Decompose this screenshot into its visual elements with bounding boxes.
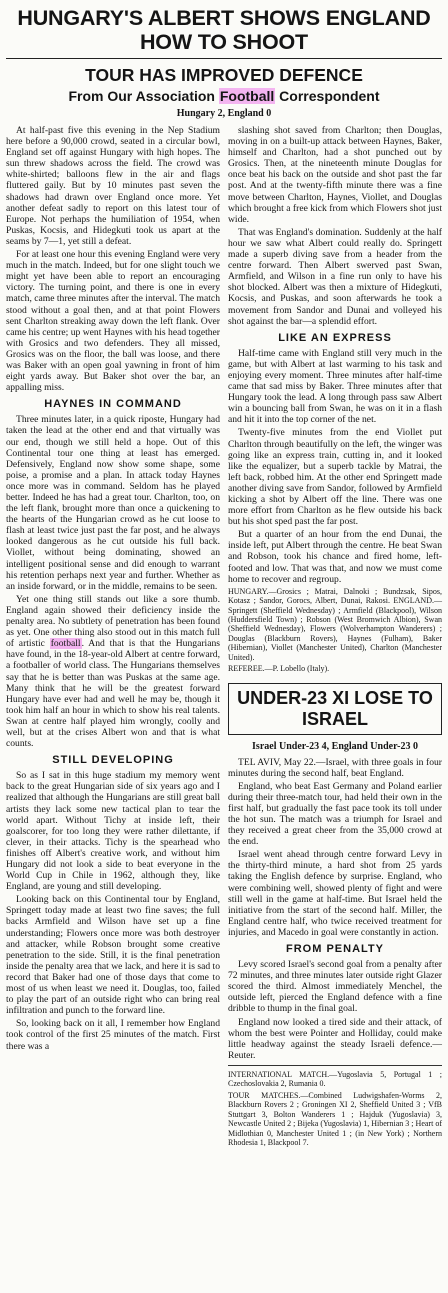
right-column (228, 125, 442, 1150)
paragraph: But a quarter of an hour from the end Dunai, the inside left, put Albert through the centre. He beat Swan and Robson, took his chance and fired home, left-footed and low. That was that, and now we must come home to recover and regroup. (228, 529, 442, 585)
team-lineups: HUNGARY.—Grosics ; Matrai, Dalnoki ; Bundzsak, Sipos, Kotasz ; Sandor, Gorocs, Albert, Dunai, Rakosi. ENGLAND.—Springett (Sheffield Wednesday) ; Armfield (Blackpool), Wilson (Huddersfield Town) ; Robson (West Bromwich Albion), Swan (Sheffield Wednesday), Flowers (Wolverhampton Wanderers) ; Douglas (Blackburn Rovers), Haynes (Fulham), Baker (Hibernian), Viollet (Manchester United), Charlton (Manchester United). (228, 586, 442, 662)
under23-score: Israel Under-23 4, England Under-23 0 (252, 741, 418, 753)
subhead-haynes: HAYNES IN COMMAND (44, 398, 182, 411)
under23-headline: UNDER-23 XI LOSE TO ISRAEL (228, 683, 442, 735)
main-headline: HUNGARY'S ALBERT SHOWS ENGLAND HOW TO SHOOT (17, 6, 431, 54)
paragraph: So as I sat in this huge stadium my memory went back to the great Hungarian side of six years ago and I realized that although the Hungarians are still great ball artists they lack some new tactical plan to tear the world apart. Without Tichy at inside left, their goalscorer, for too long they were rather dilettante, if clever, in their attacks. Tichy is the spearhead who finishes off Albert's creative work, and without him Hungary did not look a side to beat everyone in the World Cup in Chile in 1962, although they, like England, are young and still developing. (6, 770, 220, 893)
paragraph-text: . And that is that the Hungarians have found, in the 18-year-old Albert at centre forward, a footballer of world class. The Hungarians themselves say that he is better than was Puskas at the same age. Many think that he will be the greatest forward Hungary have ever had and well he may be, though it took him half an hour in which to show his real talents. Swan at centre half played him wrongly, coolly and well, but at the crises Albert won and that is what counts. (6, 638, 220, 750)
section-title: TOUR HAS IMPROVED DEFENCE (85, 65, 363, 85)
paragraph: Three minutes later, in a quick riposte, Hungary had taken the lead at the other end and that virtually was our end, though we still held a hope. Out of this Continental tour one thing at least has emerged. Defensively, England now show some shape, some poise, a promise and a plan. In attack today Haynes once more was in command. Seldom has he played better. Indeed he has had a great tour. Charlton, too, on the left flank, brought more than once a quickening to the hearts of the Hungarian crowd as he cut loose to flash at least twice just past the far post, and he always looked dangerous as he cut outside his full back. Viollet, without being dominating, showed an intelligent positional sense and did enough to warrant his retention perhaps next year and further. Whether as an inside forward, or in the middle, remains to be seen. (6, 414, 220, 592)
paragraph: Israel went ahead through centre forward Levy in the thirty-third minute, a hard shot from 25 yards taking the English defence by surprise. England, who were combining well, showed plenty of fight and were still well in the game at half-time. But Israel held the initiative from the start of the second half. Miller, the England centre half, who twice received treatment for injuries, and Macedo in goal were constantly in action. (228, 849, 442, 938)
paragraph: England, who beat East Germany and Poland earlier during their three-match tour, had held their own in the first half, but gradually the fast pace took its toll under the hot sun. The match was a triumph for Israel and they received a great cheer from the 35,000 crowd at the end. (228, 780, 442, 848)
paragraph: Twenty-five minutes from the end Viollet put Charlton through beautifully on the left, the winger was going like an express train, cutting in, and it looked like the equalizer, but a superb tackle by Matrai, the left back, robbed him. At the other end Springett made another diving save from Sandor, followed by Armfield kicking a shot by Albert off the line. There was one more effort from Charlton as he flew outside his back but his shot sped past the far post. (228, 427, 442, 528)
paragraph: For at least one hour this evening England were very much in the match. Indeed, but for one slight touch we might yet have been able to report an encouraging victory. The turning point, and there is one in every match, came three minutes after the interval. The match stood without a goal then, and at that point Flowers sent Charlton streaking away down the left flank. Over came his centre; up went Haynes with his head together with Grosics and two defenders. They all missed, Grosics was on the floor, the ball was loose, and there was Baker with an open goal yawning in front of him eight yards away. But Baker shot over the bar, an appalling miss. (6, 249, 220, 394)
article-columns (6, 125, 442, 1150)
paragraph: Levy scored Israel's second goal from a penalty after 72 minutes, and three minutes later outside right Glazer scored the third. Almost immediately Menchel, the outside left, pierced the England defence with a fine dribble to thump in the final goal. (228, 959, 442, 1015)
paragraph: England now looked a tired side and their attack, of whom the best were Pointer and Holliday, could make little headway against the steady Israeli defence.—Reuter. (228, 1016, 442, 1061)
results-international: INTERNATIONAL MATCH.—Yugoslavia 5, Portugal 1 ; Czechoslovakia 2, Rumania 0. (228, 1069, 442, 1089)
match-score: Hungary 2, England 0 (176, 108, 272, 119)
paragraph (6, 594, 220, 749)
paragraph: At half-past five this evening in the Nep Stadium here before a 90,000 crowd, seated in a circular bowl, England set off against Hungary with high hopes. The sun threw shadows across the field. The crowd was white-shirted; balloons flew in the air and flags fluttered gaily. But by 10 minutes past seven the shadows had drawn over England once more. Yet another defeat sadly to report on this latest tour of Europe. Not perhaps the humiliation of 1954, when Puskas, Kocsis, and Hidegkuti took us apart at the seams by 7—1, yet still a defeat. (6, 125, 220, 247)
subhead-express: LIKE AN EXPRESS (278, 331, 392, 344)
left-column (6, 125, 220, 1150)
subhead-developing: STILL DEVELOPING (52, 754, 174, 767)
paragraph: TEL AVIV, May 22.—Israel, with three goals in four minutes during the second half, beat England. (228, 756, 442, 779)
byline-highlight: Football (219, 88, 275, 104)
referee-line: REFEREE.—P. Lobello (Italy). (228, 664, 330, 673)
paragraph: That was England's domination. Suddenly at the half hour we saw what Albert could really do. Springett made a superb diving save from a header from the centre forward. Then Albert swerved past Swan, Armfield, and Wilson in a fine run only to have his shot blocked. Albert was then a mixture of Hidegkuti, Kocsis, and Puskas, and soon afterwards he took a movement from Sandor and Dunai and volleyed his shot against the bar—a splendid effort. (228, 226, 442, 327)
results-tour: TOUR MATCHES.—Combined Ludwigshafen-Worms 2, Blackburn Rovers 2 ; Groningen XI 2, Sheffield United 3 ; VfB Stuttgart 3, Bolton Wanderers 1 ; Hajduk (Yugoslavia) 3, Newcastle United 2 ; Bijeka (Yugoslavia) 1, Hibernian 3 ; Heart of Midlothian 0, Manchester United 1 ; (in New York) ; Northern Rhodesia 1, Blackpool 7. (228, 1090, 442, 1148)
byline-before: From Our Association (68, 88, 219, 104)
paragraph-text: Yet one thing still stands out like a sore thumb. England again showed their deficiency inside the penalty area. No subtlety of penetration has been found as yet. One other thing also stood out in this match full of artistic (6, 593, 220, 650)
paragraph: Looking back on this Continental tour by England, Springett today made at least two fine saves; the full backs Armfield and Wilson have set up a fine understanding; Flowers once more was both destroyer and attacker, while Robson brought some creative penetration to the side. Still, it is the final penetration inside the penalty area that we lack, and here it is sad to record that Baker had one of those days that come to most of us when least we need it. Douglas, too, failed to play the part of an outside right who can bring real infiltration and punch to the forward line. (6, 894, 220, 1017)
paragraph: So, looking back on it all, I remember how England took control of the first 25 minutes of the match. First there was a (6, 1018, 220, 1052)
byline-after: Correspondent (275, 88, 380, 104)
subhead-penalty: FROM PENALTY (286, 943, 384, 955)
highlight-football: football (50, 638, 81, 650)
paragraph: slashing shot saved from Charlton; then Douglas, moving in on a built-up attack between Haynes, Baker, himself and Charlton, had a shot punched out by Grosics. Then, at the nineteenth minute Douglas for once beat his back on the outside and shot past the far post. And at the twenty-fifth minute there was a fine move between Charlton, Haynes, Viollet, and Douglas which brought a free kick from which Flowers shot just wide. (228, 125, 442, 225)
headline-rule (6, 58, 442, 59)
byline (6, 88, 442, 104)
paragraph: Half-time came with England still very much in the game, but with Albert at last warming to his task and enjoying every moment. Three minutes after half-time came that sad miss by Baker. Three minutes after that Hungary took the lead. A long through pass saw Albert win a bouncing ball from Swan, he was on it in a flash and hit it into the top corner of the net. (228, 347, 442, 426)
results-rule (228, 1065, 442, 1066)
